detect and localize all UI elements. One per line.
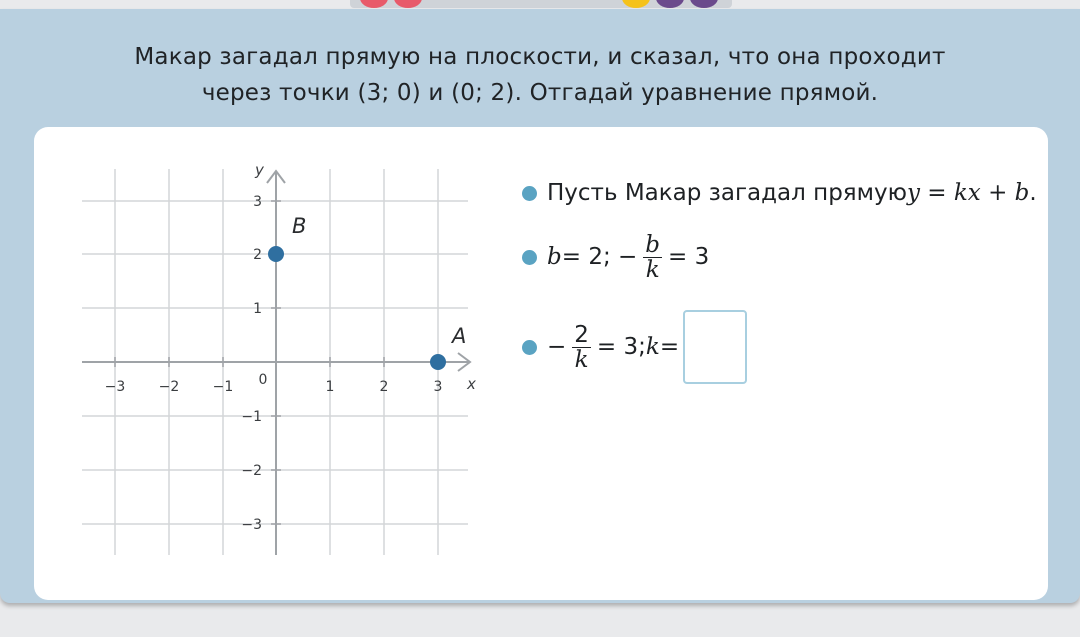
step-2-fraction	[643, 233, 662, 282]
step-3-equals: =	[659, 334, 680, 360]
fraction-denominator: k	[645, 256, 660, 283]
axes	[82, 171, 470, 555]
step-1-formula: y = kx + b	[906, 180, 1030, 206]
point-a	[430, 354, 446, 370]
step-3-var-k: k	[645, 334, 660, 360]
point-b-label: B	[292, 214, 307, 238]
step-3-fraction	[572, 323, 591, 372]
task-panel	[0, 9, 1080, 603]
step-3	[522, 311, 747, 383]
x-tick-label: 3	[433, 379, 443, 395]
step-2	[522, 227, 709, 287]
coordinate-graph	[34, 127, 494, 567]
fraction-numerator: b	[645, 231, 661, 258]
step-3-minus: −	[547, 334, 567, 360]
step-1-end: .	[1029, 180, 1037, 206]
task-text	[100, 39, 980, 111]
bullet-icon	[522, 250, 537, 265]
x-axis-label: x	[467, 375, 476, 393]
y-axis-label: y	[255, 161, 264, 179]
step-2-var-b: b	[547, 244, 562, 270]
step-2-text-a: = 2; −	[561, 244, 638, 270]
step-1	[522, 163, 1037, 223]
y-tick-label: −3	[241, 517, 262, 533]
bullet-icon	[522, 340, 537, 355]
point-b	[268, 246, 284, 262]
y-tick-label: −1	[241, 409, 262, 425]
x-tick-label: 1	[325, 379, 335, 395]
step-3-text: = 3;	[596, 334, 646, 360]
x-tick-label: −2	[158, 379, 180, 395]
task-line-1: Макар загадал прямую на плоскости, и сказал, что она проходит	[134, 44, 946, 70]
x-tick-label: 2	[379, 379, 389, 395]
y-tick-label: 3	[253, 194, 262, 210]
x-tick-label: −1	[212, 379, 234, 395]
fraction-denominator: k	[574, 346, 589, 373]
task-line-2: через точки (3; 0) и (0; 2). Отгадай уравнение прямой.	[201, 80, 879, 106]
y-tick-label: 1	[253, 301, 262, 317]
origin-label: 0	[258, 372, 268, 388]
point-a-label: A	[452, 324, 467, 348]
bullet-icon	[522, 186, 537, 201]
y-tick-label: 2	[253, 247, 262, 263]
y-tick-label: −2	[241, 463, 262, 479]
content-card	[34, 127, 1048, 600]
step-2-text-b: = 3	[668, 244, 710, 270]
step-1-text: Пусть Макар загадал прямую	[547, 180, 907, 206]
answer-input[interactable]	[683, 310, 747, 384]
fraction-numerator: 2	[574, 321, 589, 348]
x-tick-label: −3	[104, 379, 126, 395]
